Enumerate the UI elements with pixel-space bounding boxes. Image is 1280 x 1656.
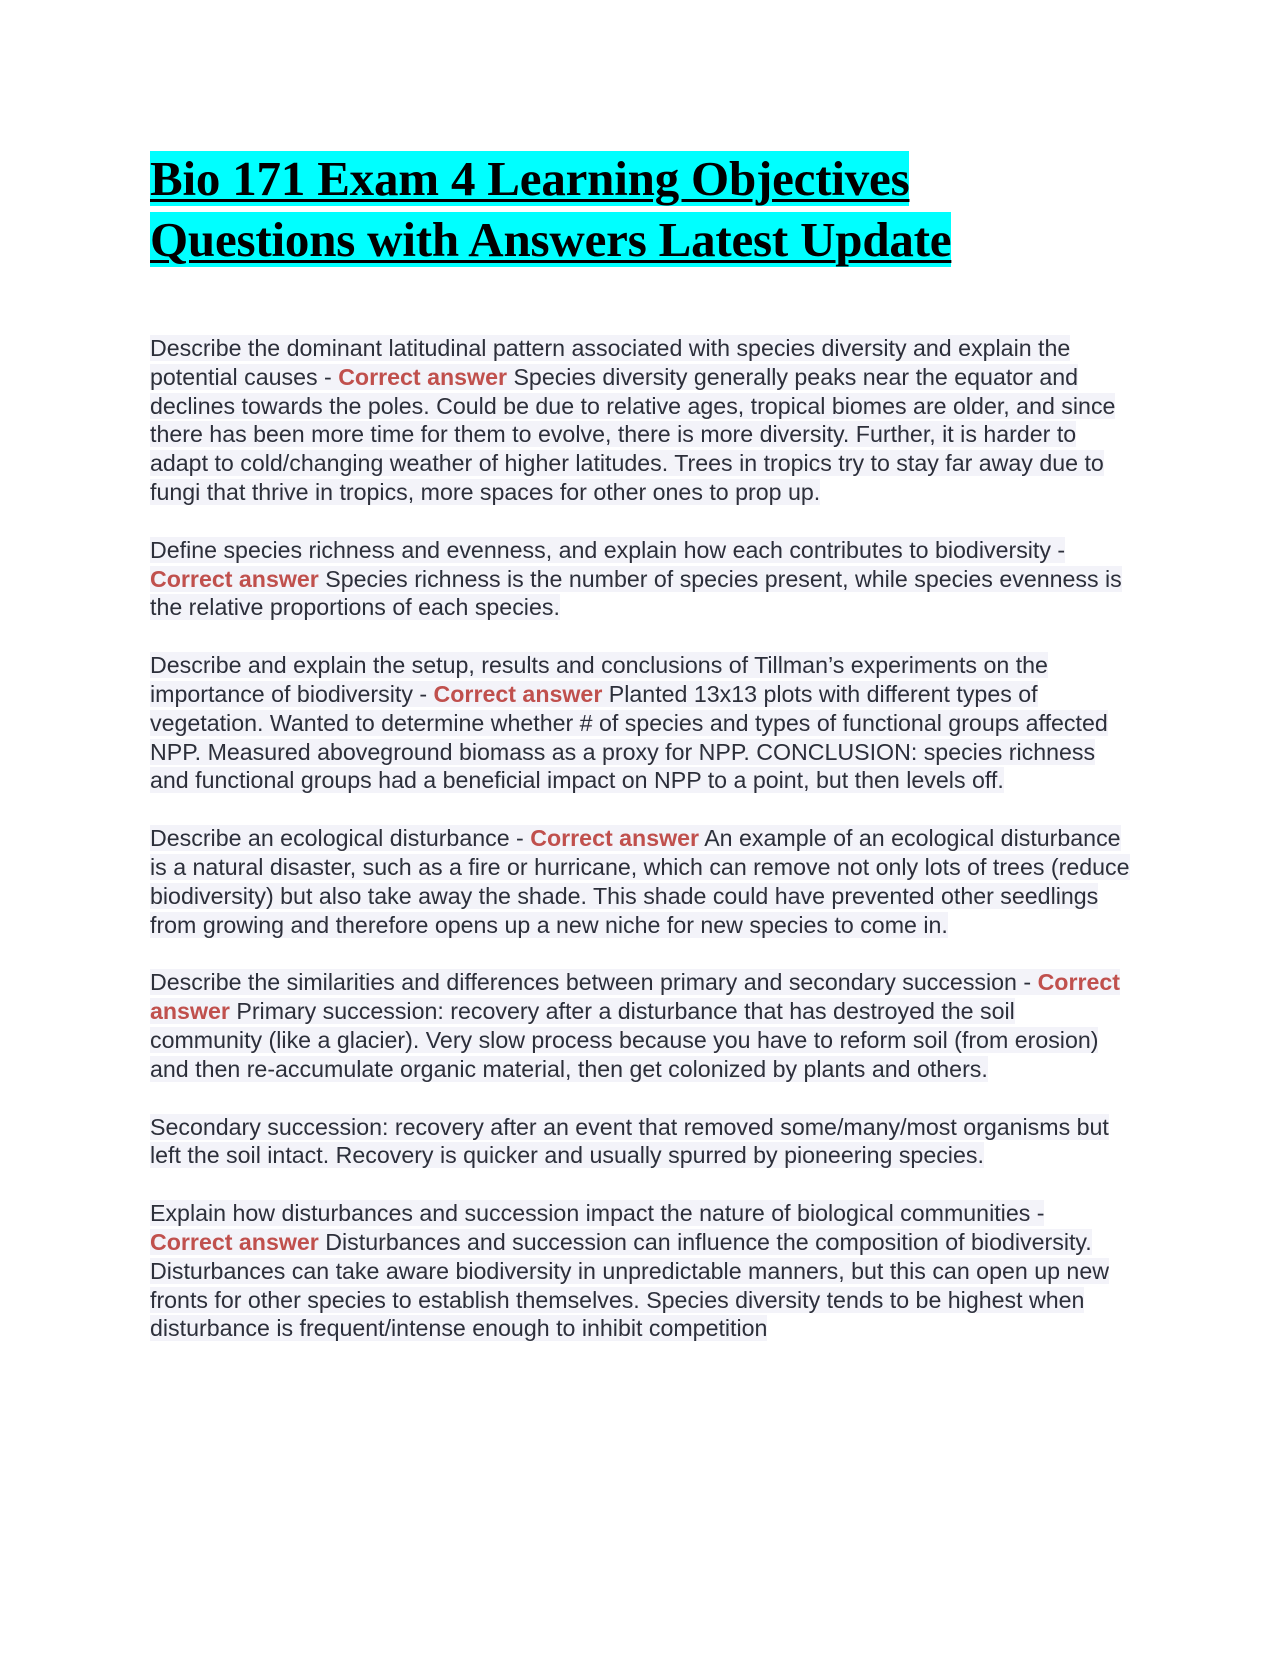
correct-answer-label: Correct answer bbox=[150, 969, 1121, 1025]
question-text: Define species richness and evenness, and explain how each contributes to biodiversity - bbox=[150, 536, 1066, 563]
correct-answer-label: Correct answer bbox=[150, 565, 319, 592]
question-text: Explain how disturbances and succession impact the nature of biological communities - bbox=[150, 1200, 1045, 1227]
question-text: Describe the similarities and differences between primary and secondary succession - bbox=[150, 969, 1038, 996]
qa-item-6 bbox=[150, 1199, 1130, 1343]
document-body bbox=[150, 148, 1130, 1343]
qa-item-4 bbox=[150, 824, 1130, 939]
question-text: Describe and explain the setup, results and conclusions of Tillman’s experiments on the importance of biodiversity - bbox=[150, 652, 1048, 707]
correct-answer-label: Correct answer bbox=[150, 1228, 319, 1255]
title-line-1: Bio 171 Exam 4 Learning Objectives bbox=[150, 151, 910, 206]
answer-text: Disturbances and succession can influence the composition of biodiversity. Disturbances can take aware biodiversity in unpredictable manners, but this can open up new fronts for other species to establish themselves. Species diversity tends to be highest when disturbance is frequent/intense enough to inhibit competition bbox=[150, 1228, 1109, 1342]
question-text: Describe the dominant latitudinal pattern associated with species diversity and explain the potential causes - bbox=[150, 335, 1071, 390]
answer-text: Primary succession: recovery after a disturbance that has destroyed the soil community (like a glacier). Very slow process because you have to reform soil (from erosion) and then re-accumulate organic material, then get colonized by plants and others. bbox=[150, 998, 1099, 1082]
document-title bbox=[150, 148, 1130, 270]
qa-item-5 bbox=[150, 968, 1130, 1083]
qa-item-1 bbox=[150, 334, 1130, 507]
answer-text: Planted 13x13 plots with different types of vegetation. Wanted to determine whether # of species and types of functional groups affected NPP. Measured aboveground biomass as a proxy for NPP. CONCLUSION: species richness and functional groups had a beneficial impact on NPP to a point, but then levels off. bbox=[150, 680, 1108, 794]
title-line-2: Questions with Answers Latest Update bbox=[150, 212, 952, 267]
answer-text: Species diversity generally peaks near the equator and declines towards the poles. Could be due to relative ages, tropical biomes are older, and since there has been more time for them to evolve, there is more diversity. Further, it is harder to adapt to cold/changing weather of higher latitudes. Trees in tropics try to stay far away due to fungi that thrive in tropics, more spaces for other ones to prop up. bbox=[150, 363, 1116, 505]
qa-item-3 bbox=[150, 651, 1130, 795]
question-text: Describe an ecological disturbance - bbox=[150, 825, 531, 852]
answer-text: Species richness is the number of species present, while species evenness is the relative proportions of each species. bbox=[150, 565, 1122, 621]
correct-answer-label: Correct answer bbox=[338, 363, 508, 390]
qa-item-5-continuation bbox=[150, 1113, 1130, 1171]
qa-item-2 bbox=[150, 536, 1130, 622]
correct-answer-label: Correct answer bbox=[433, 680, 603, 707]
continuation-text: Secondary succession: recovery after an event that removed some/many/most organisms but left the soil intact. Recovery is quicker and usually spurred by pioneering species. bbox=[150, 1113, 1109, 1169]
correct-answer-label: Correct answer bbox=[530, 825, 700, 852]
answer-text: An example of an ecological disturbance is a natural disaster, such as a fire or hurricane, which can remove not only lots of trees (reduce biodiversity) but also take away the shade. This shade could have prevented other seedlings from growing and therefore opens up a new niche for new species to come in. bbox=[150, 825, 1130, 938]
